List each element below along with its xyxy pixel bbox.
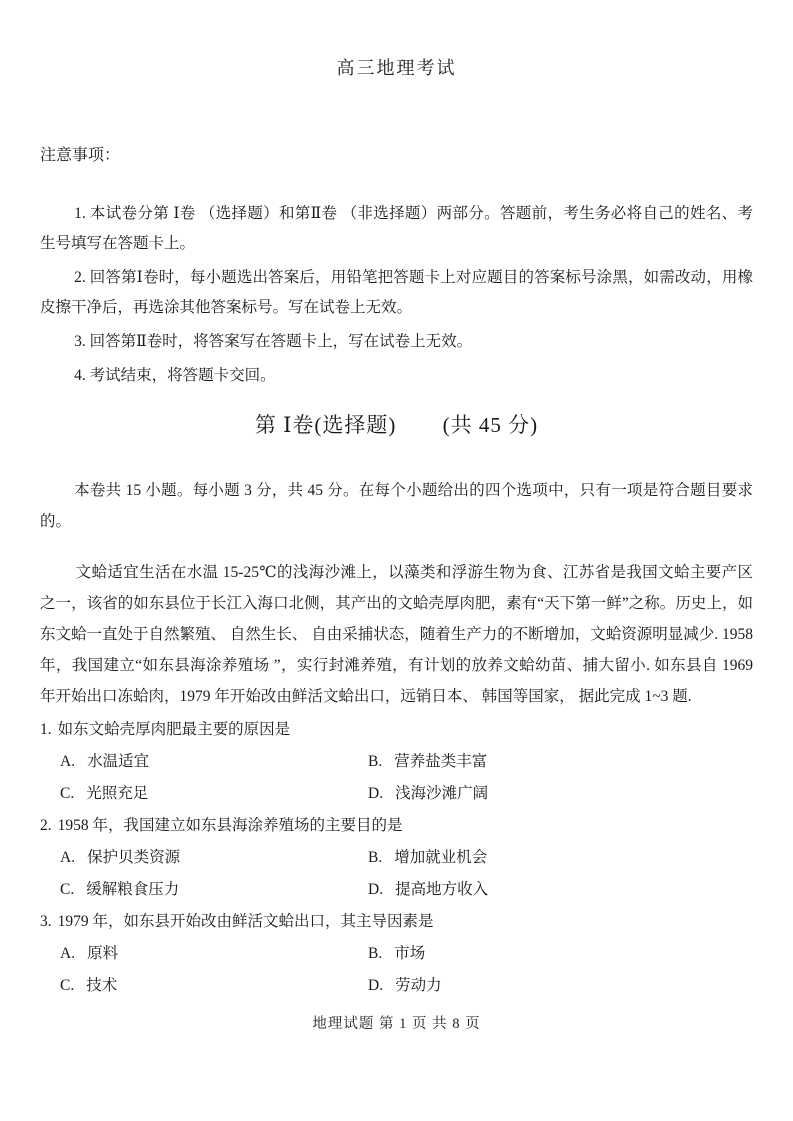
notice-item: 1. 本试卷分第 Ⅰ卷 （选择题）和第Ⅱ卷 （非选择题）两部分。答题前，考生务必将自己的姓名、考生号填写在答题卡上。	[40, 205, 753, 252]
question-list	[40, 714, 753, 1002]
option-text: 营养盐类丰富	[394, 753, 488, 770]
option-row	[40, 938, 753, 970]
question-3	[40, 906, 753, 1002]
question-text: 1958 年，我国建立如东县海涂养殖场的主要目的是	[57, 817, 403, 834]
option-text: 技术	[86, 977, 118, 994]
page-footer: 地理试题 第 1 页 共 8 页	[312, 1016, 481, 1032]
option-text: 缓解粮食压力	[86, 881, 180, 898]
option-a	[60, 938, 368, 970]
option-c	[60, 874, 368, 906]
option-label: C.	[60, 977, 75, 994]
option-label: C.	[60, 881, 75, 898]
question-text: 如东文蛤壳厚肉肥最主要的原因是	[57, 721, 291, 738]
option-row	[40, 842, 753, 874]
question-number: 3.	[40, 913, 52, 930]
option-label: A.	[60, 945, 76, 962]
option-text: 劳动力	[395, 977, 442, 994]
option-text: 水温适宜	[87, 753, 150, 770]
option-label: D.	[368, 977, 384, 994]
question-stem	[40, 810, 753, 842]
part-title: 第 Ⅰ卷(选择题)	[254, 413, 397, 437]
option-text: 增加就业机会	[394, 849, 488, 866]
option-b	[368, 746, 753, 778]
option-text: 光照充足	[86, 785, 149, 802]
question-text: 1979 年，如东县开始改由鲜活文蛤出口，其主导因素是	[57, 913, 434, 930]
option-label: A.	[60, 753, 76, 770]
passage-paragraph: 文蛤适宜生活在水温 15-25℃的浅海沙滩上，以藻类和浮游生物为食、江苏省是我国文蛤主要产区之一，该省的如东县位于长江入海口北侧，其产出的文蛤壳厚肉肥，素有“天下第一鲜”之称。历史上，如东文蛤一直处于自然繁殖、 自然生长、 自由采捕状态，随着生产力的不断增加，文蛤资源明显减少. 1958 年，我国建立“如东县海涂养殖场 ”，实行封滩养殖，有计划的放养文蛤幼苗、捕大留小. 如东县自 1969 年开始出口冻蛤肉，1979 年开始改由鲜活文蛤出口，远销日本、 韩国等国家， 据此完成 1~3 题.	[40, 564, 754, 705]
question-number: 1.	[40, 721, 52, 738]
option-text: 市场	[394, 945, 426, 962]
option-text: 保护贝类资源	[87, 849, 181, 866]
option-label: B.	[368, 945, 383, 962]
part-header	[40, 409, 753, 439]
notice-item: 2. 回答第Ⅰ卷时，每小题选出答案后，用铅笔把答题卡上对应题目的答案标号涂黑，如需改动，用橡皮擦干净后，再选涂其他答案标号。写在试卷上无效。	[40, 269, 753, 316]
question-1	[40, 714, 753, 810]
option-text: 原料	[87, 945, 119, 962]
option-label: D.	[368, 785, 384, 802]
option-d	[368, 778, 753, 810]
intro-paragraph: 本卷共 15 小题。每小题 3 分，共 45 分。在每个小题给出的四个选项中，只有一项是符合题目要求的。	[40, 482, 753, 530]
option-b	[368, 938, 753, 970]
notice-list	[40, 199, 753, 391]
option-text: 浅海沙滩广阔	[395, 785, 489, 802]
option-row	[40, 746, 753, 778]
question-stem	[40, 714, 753, 746]
option-label: B.	[368, 753, 383, 770]
option-c	[60, 778, 368, 810]
question-2	[40, 810, 753, 906]
option-row	[40, 970, 753, 1002]
document-title: 高三地理考试	[336, 58, 457, 78]
notice-heading: 注意事项：	[40, 147, 121, 164]
option-text: 提高地方收入	[395, 881, 489, 898]
option-row	[40, 874, 753, 906]
option-d	[368, 874, 753, 906]
option-label: A.	[60, 849, 76, 866]
option-d	[368, 970, 753, 1002]
part-score: (共 45 分)	[442, 413, 539, 437]
notice-item: 4. 考试结束，将答题卡交回。	[74, 367, 276, 384]
option-label: C.	[60, 785, 75, 802]
option-row	[40, 778, 753, 810]
option-a	[60, 746, 368, 778]
option-label: B.	[368, 849, 383, 866]
option-b	[368, 842, 753, 874]
option-c	[60, 970, 368, 1002]
option-a	[60, 842, 368, 874]
question-stem	[40, 906, 753, 938]
question-number: 2.	[40, 817, 52, 834]
notice-item: 3. 回答第Ⅱ卷时，将答案写在答题卡上，写在试卷上无效。	[74, 333, 473, 350]
option-label: D.	[368, 881, 384, 898]
